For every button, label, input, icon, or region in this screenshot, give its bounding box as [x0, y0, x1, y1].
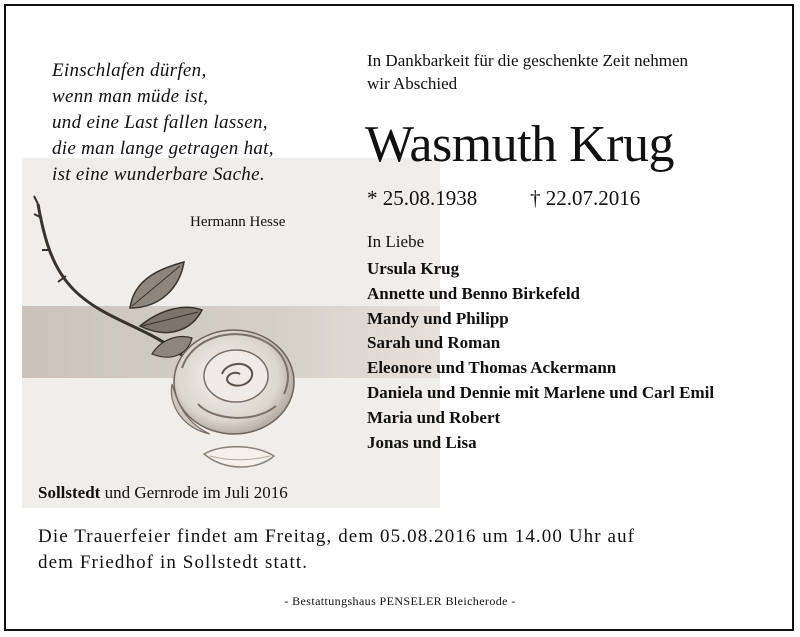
funeral-line: dem Friedhof in Sollstedt statt.: [38, 552, 309, 573]
mourner-entry: Annette und Benno Birkefeld: [367, 283, 580, 303]
mourners-list: [367, 257, 714, 455]
mourner-entry: Jonas und Lisa: [367, 432, 477, 452]
intro-text: [367, 49, 688, 95]
funeral-line: Die Trauerfeier findet am Freitag, dem 05.08.2016 um 14.00 Uhr auf: [38, 526, 636, 547]
in-love-heading: In Liebe: [367, 232, 425, 251]
poem-author: Hermann Hesse: [190, 214, 286, 230]
poem-line: ist eine wunderbare Sache.: [52, 164, 265, 185]
mourner-entry: Ursula Krug: [367, 259, 460, 278]
mourner-entry: Daniela und Dennie mit Marlene und Carl Emil: [367, 382, 715, 402]
mourner-entry: Mandy und Philipp: [367, 308, 509, 328]
mourner-entry: Maria und Robert: [367, 407, 501, 427]
intro-line: wir Abschied: [367, 74, 458, 93]
poem-line: und eine Last fallen lassen,: [52, 112, 268, 133]
birth-date: * 25.08.1938: [367, 186, 478, 210]
poem-line: Einschlafen dürfen,: [52, 60, 207, 81]
place-date: [38, 483, 288, 503]
place-town: Sollstedt: [38, 483, 101, 502]
mourner-entry: Eleonore und Thomas Ackermann: [367, 358, 617, 378]
deceased-name: Wasmuth Krug: [365, 116, 674, 173]
mourner-entry: Sarah und Roman: [367, 333, 501, 353]
place-rest: und Gernrode im Juli 2016: [104, 483, 288, 502]
poem-line: die man lange getragen hat,: [52, 138, 274, 159]
poem-line: wenn man müde ist,: [52, 86, 209, 107]
intro-line: In Dankbarkeit für die geschenkte Zeit nehmen: [367, 51, 688, 70]
death-date: † 22.07.2016: [530, 186, 641, 210]
poem: [52, 58, 274, 188]
funeral-home-footer: - Bestattungshaus PENSELER Bleicherode -: [284, 594, 516, 608]
funeral-info: [38, 524, 635, 576]
